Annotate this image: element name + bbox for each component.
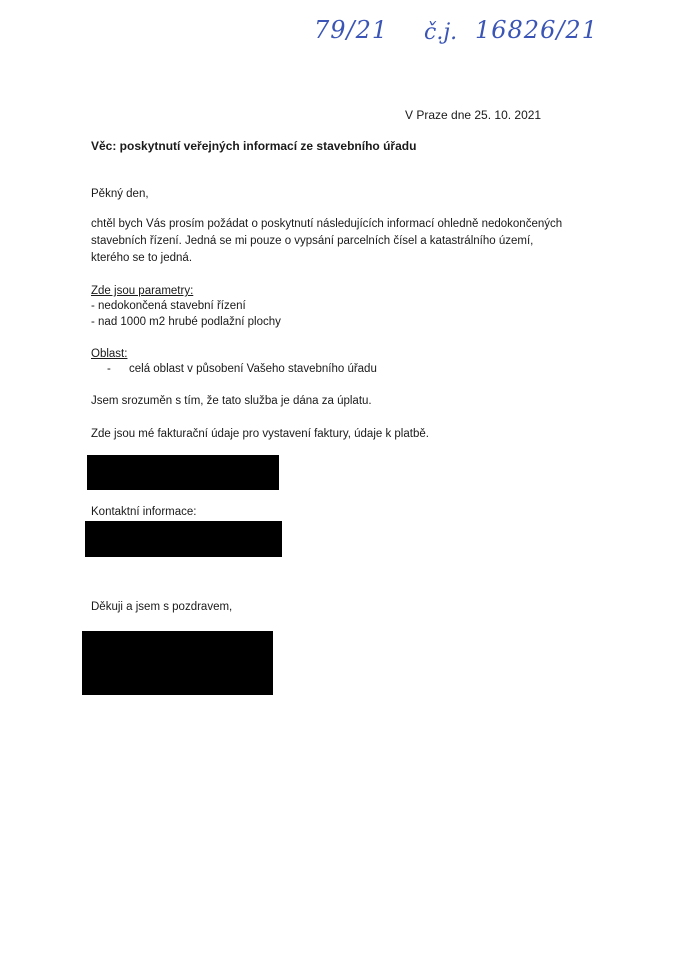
parameters-heading: Zde jsou parametry: (91, 285, 194, 297)
parameters-list (91, 298, 281, 330)
parameter-item: - nedokončená stavební řízení (91, 300, 246, 312)
handwritten-cj-number: 16826/21 (475, 16, 598, 44)
body-line: chtěl bych Vás prosím požádat o poskytnutí následujících informací ohledně nedokončených (91, 218, 563, 230)
body-paragraph (91, 216, 562, 267)
area-item-dash: - (107, 363, 111, 375)
area-item (107, 361, 377, 377)
redacted-signature (82, 631, 273, 695)
date-line: V Praze dne 25. 10. 2021 (405, 108, 542, 122)
handwritten-reference-number: 79/21 (314, 16, 389, 44)
parameter-item: - nad 1000 m2 hrubé podlažní plochy (91, 316, 281, 328)
billing-note: Zde jsou mé fakturační údaje pro vystavení faktury, údaje k platbě. (91, 428, 429, 440)
body-line: kterého se to jedná. (91, 252, 193, 264)
greeting: Pěkný den, (91, 188, 149, 200)
area-heading: Oblast: (91, 348, 128, 360)
contact-label: Kontaktní informace: (91, 506, 197, 518)
area-item-text: celá oblast v působení Vašeho stavebního úřadu (129, 363, 377, 375)
redacted-contact-details (85, 521, 282, 557)
agreement-statement: Jsem srozuměn s tím, že tato služba je dána za úplatu. (91, 395, 372, 407)
redacted-billing-details (87, 455, 279, 490)
closing-line: Děkuji a jsem s pozdravem, (91, 601, 233, 613)
body-line: stavebních řízení. Jedná se mi pouze o vypsání parcelních čísel a katastrálního území, (91, 235, 534, 247)
subject-line: Věc: poskytnutí veřejných informací ze stavebního úřadu (91, 139, 417, 153)
handwritten-cj-label: č.j. (424, 20, 458, 45)
